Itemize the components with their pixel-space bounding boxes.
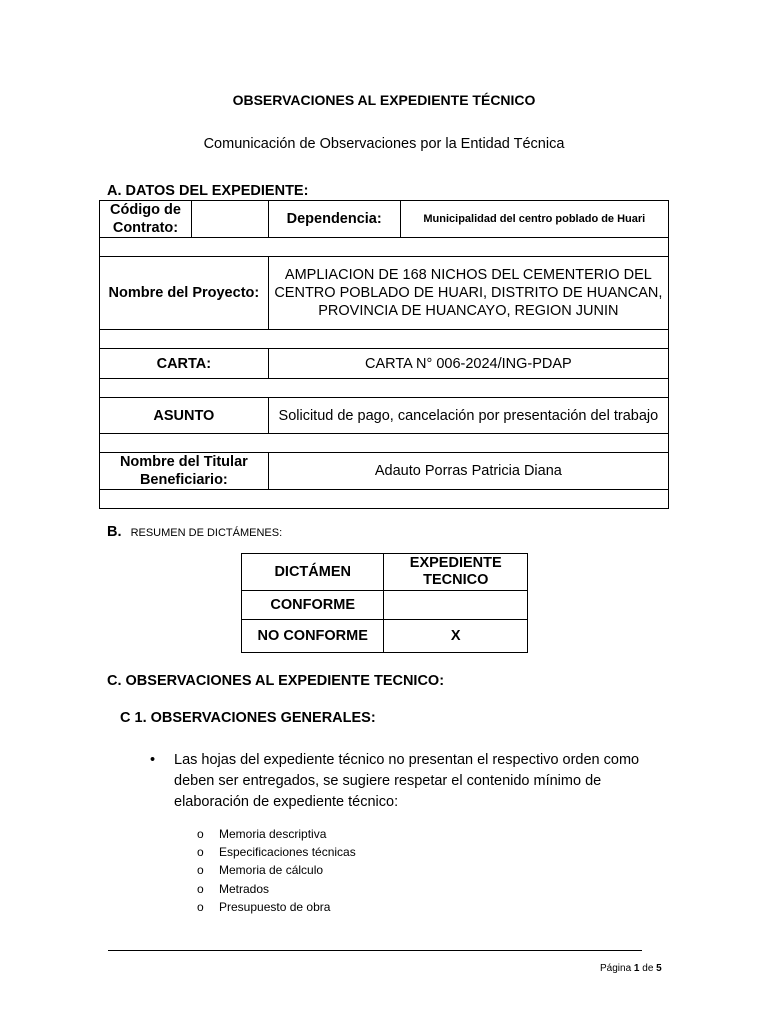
table-row bbox=[100, 201, 669, 238]
table-row bbox=[100, 349, 669, 379]
expediente-header: EXPEDIENTE TECNICO bbox=[384, 554, 528, 591]
asunto-value: Solicitud de pago, cancelación por presentación del trabajo bbox=[268, 398, 668, 434]
table-row-spacer bbox=[100, 490, 669, 509]
circle-bullet-icon: o bbox=[197, 827, 204, 841]
carta-value: CARTA N° 006-2024/ING-PDAP bbox=[268, 349, 668, 379]
table-header-row bbox=[242, 554, 528, 591]
table-row bbox=[100, 398, 669, 434]
bullet-dot-icon: • bbox=[150, 752, 156, 768]
document-title: OBSERVACIONES AL EXPEDIENTE TÉCNICO bbox=[232, 92, 536, 108]
table-row bbox=[242, 591, 528, 620]
expediente-data-table bbox=[99, 200, 669, 509]
nombre-proyecto-label: Nombre del Proyecto: bbox=[100, 257, 269, 330]
section-c-heading: C. OBSERVACIONES AL EXPEDIENTE TECNICO: bbox=[107, 673, 445, 689]
carta-label: CARTA: bbox=[100, 349, 269, 379]
circle-bullet-icon: o bbox=[197, 863, 204, 878]
dependencia-value: Municipalidad del centro poblado de Huari bbox=[400, 201, 668, 238]
conforme-label: CONFORME bbox=[242, 591, 384, 620]
section-b-heading bbox=[107, 524, 282, 540]
table-row bbox=[100, 257, 669, 330]
section-c1-heading: C 1. OBSERVACIONES GENERALES: bbox=[120, 710, 376, 726]
list-item-label: Metrados bbox=[219, 881, 270, 896]
codigo-contrato-label: Código de Contrato: bbox=[100, 201, 192, 238]
table-row bbox=[242, 620, 528, 653]
page-number bbox=[600, 963, 662, 974]
table-row-spacer bbox=[100, 238, 669, 257]
section-b-letter: B. bbox=[107, 524, 122, 540]
section-b-title: RESUMEN DE DICTÁMENES: bbox=[130, 527, 283, 539]
titular-label: Nombre del Titular Beneficiario: bbox=[100, 453, 269, 490]
page-of: de bbox=[642, 963, 654, 974]
no-conforme-label: NO CONFORME bbox=[242, 620, 384, 653]
titular-value: Adauto Porras Patricia Diana bbox=[268, 453, 668, 490]
table-row bbox=[100, 453, 669, 490]
circle-bullet-icon: o bbox=[197, 881, 204, 896]
page-current: 1 bbox=[633, 963, 640, 974]
dictamen-header: DICTÁMEN bbox=[242, 554, 384, 591]
table-row-spacer bbox=[100, 330, 669, 349]
list-item-label: Memoria de cálculo bbox=[219, 863, 324, 878]
nombre-proyecto-value: AMPLIACION DE 168 NICHOS DEL CEMENTERIO DEL CENTRO POBLADO DE HUARI, DISTRITO DE HUANCAN, PROVINCIA DE HUANCAYO, REGION JUNIN bbox=[268, 257, 668, 330]
table-row-spacer bbox=[100, 434, 669, 453]
circle-bullet-icon: o bbox=[197, 845, 204, 860]
document-subtitle: Comunicación de Observaciones por la Entidad Técnica bbox=[203, 136, 565, 152]
list-item-label: Memoria descriptiva bbox=[219, 827, 327, 841]
dependencia-label: Dependencia: bbox=[268, 201, 400, 238]
table-row-spacer bbox=[100, 379, 669, 398]
circle-bullet-icon: o bbox=[197, 899, 204, 914]
list-item-label: Presupuesto de obra bbox=[219, 899, 331, 914]
footer-divider bbox=[108, 950, 642, 951]
asunto-label: ASUNTO bbox=[100, 398, 269, 434]
section-a-heading: A. DATOS DEL EXPEDIENTE: bbox=[107, 183, 309, 199]
list-item-label: Especificaciones técnicas bbox=[219, 845, 356, 860]
page-label: Página bbox=[600, 963, 632, 974]
observation-text: Las hojas del expediente técnico no presentan el respectivo orden como deben ser entregados, se sugiere respetar el contenido mínimo de elaboración de expediente técnico: bbox=[174, 752, 640, 810]
page-total: 5 bbox=[656, 963, 662, 974]
codigo-contrato-value bbox=[191, 201, 268, 238]
no-conforme-value: X bbox=[384, 620, 528, 653]
dictamen-table bbox=[241, 553, 528, 653]
conforme-value bbox=[384, 591, 528, 620]
